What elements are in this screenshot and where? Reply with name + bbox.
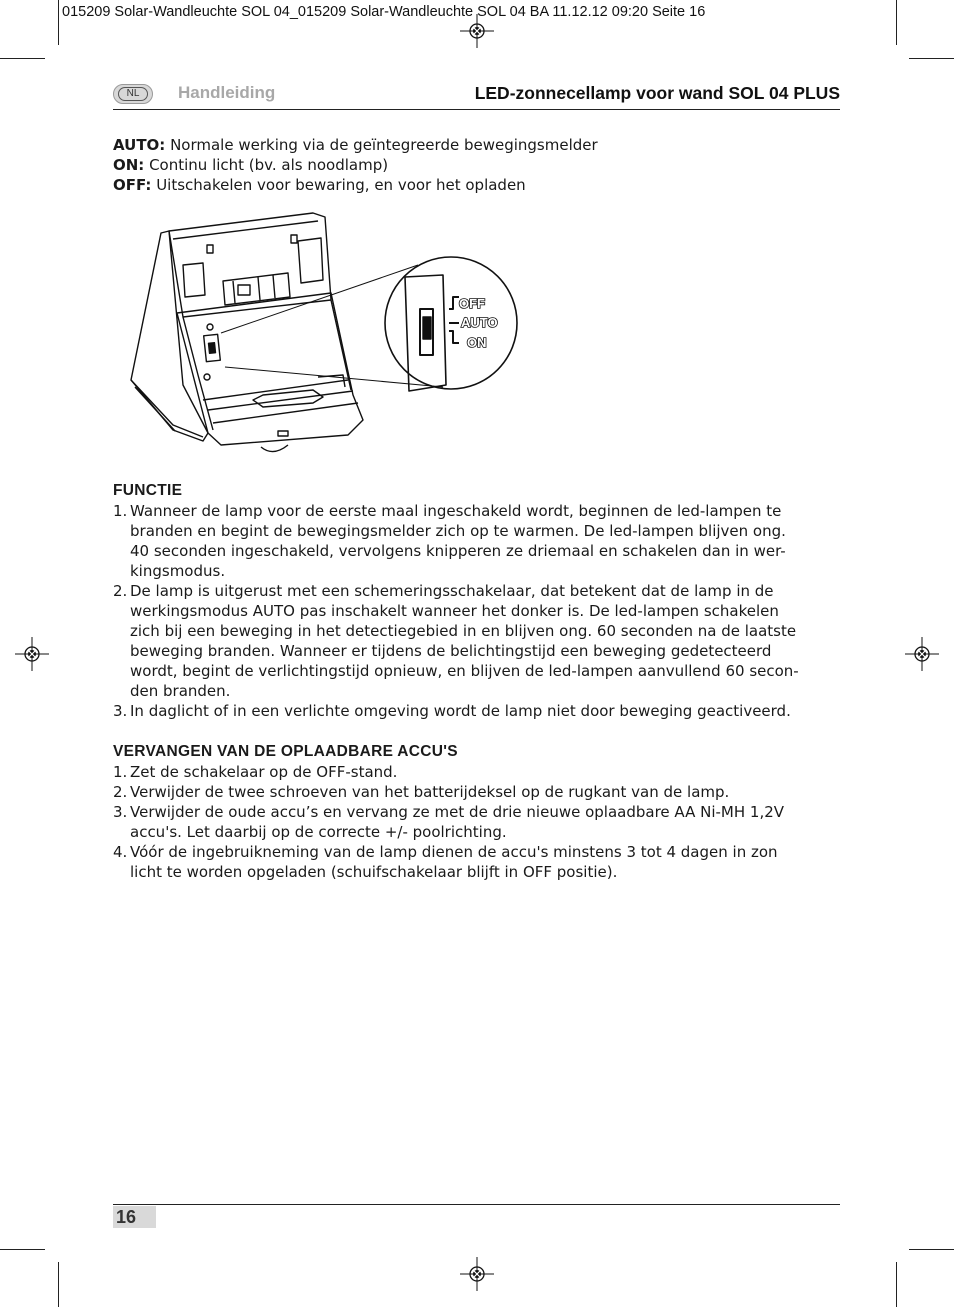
list-item-number: 1. xyxy=(113,763,128,781)
list-item-line: 40 seconden ingeschakeld, vervolgens knipperen ze driemaal en schakelen dan in wer- xyxy=(130,542,786,560)
mode-descriptions xyxy=(113,135,843,195)
list-item-line: Verwijder de oude accu’s en vervang ze met de drie nieuwe oplaadbare AA Ni-MH 1,2V xyxy=(130,803,785,821)
list-item-line: wordt, begint de verlichtingstijd opnieuw, en blijven de led-lampen aanvullend 60 secon- xyxy=(130,662,799,680)
list-item xyxy=(113,501,843,581)
list-item-line: branden en begint de bewegingsmelder zich op te warmen. De led-lampen blijven ong. xyxy=(130,522,786,540)
mode-on: ON: Continu licht (bv. als noodlamp) xyxy=(113,156,389,174)
language-badge xyxy=(113,84,153,104)
list-item xyxy=(113,802,843,842)
footer-rule xyxy=(113,1204,840,1205)
list-item-line: licht te worden opgeladen (schuifschakelaar blijft in OFF positie). xyxy=(130,863,618,881)
mode-off: OFF: Uitschakelen voor bewaring, en voor het opladen xyxy=(113,176,526,194)
accus-section xyxy=(113,742,843,882)
list-item-number: 3. xyxy=(113,702,128,720)
functie-section xyxy=(113,481,843,721)
crop-mark xyxy=(0,58,45,59)
list-item-line: den branden. xyxy=(130,682,231,700)
functie-list xyxy=(113,501,843,721)
switch-label-on: ON xyxy=(467,335,487,350)
registration-mark-icon xyxy=(905,637,939,671)
list-item-number: 1. xyxy=(113,502,128,520)
accus-list xyxy=(113,762,843,882)
page-number: 16 xyxy=(113,1206,156,1228)
list-item-number: 4. xyxy=(113,843,128,861)
list-item-line: beweging branden. Wanneer er tijdens de belichtingstijd een beweging gedetecteerd xyxy=(130,642,772,660)
list-item-line: Verwijder de twee schroeven van het batterijdeksel op de rugkant van de lamp. xyxy=(130,783,730,801)
list-item-line: zich bij een beweging in het detectiegebied in en blijven ong. 60 seconden na de laatste xyxy=(130,622,797,640)
crop-mark xyxy=(58,1262,59,1307)
switch-label-off: OFF xyxy=(459,296,485,311)
list-item-line: Vóór de ingebruikneming van de lamp dienen de accu's minstens 3 tot 4 dagen in zon xyxy=(130,843,778,861)
list-item-line: De lamp is uitgerust met een schemeringsschakelaar, dat betekent dat de lamp in de xyxy=(130,582,774,600)
registration-mark-icon xyxy=(460,1257,494,1291)
document-title: LED-zonnecellamp voor wand SOL 04 PLUS xyxy=(474,83,840,103)
crop-mark xyxy=(58,0,59,45)
list-item-line: Wanneer de lamp voor de eerste maal ingeschakeld wordt, beginnen de led-lampen te xyxy=(130,502,782,520)
list-item-line: Zet de schakelaar op de OFF-stand. xyxy=(130,763,398,781)
list-item xyxy=(113,762,843,782)
list-item xyxy=(113,842,843,882)
switch-label-auto: AUTO xyxy=(461,315,498,330)
crop-mark xyxy=(0,1249,45,1250)
list-item xyxy=(113,782,843,802)
crop-mark xyxy=(896,0,897,45)
list-item xyxy=(113,701,843,721)
functie-heading: FUNCTIE xyxy=(113,482,183,499)
list-item-line: accu's. Let daarbij op de correcte +/- poolrichting. xyxy=(130,823,507,841)
list-item-number: 2. xyxy=(113,783,128,801)
crop-mark xyxy=(909,58,954,59)
crop-mark xyxy=(909,1249,954,1250)
list-item-number: 3. xyxy=(113,803,128,821)
list-item-line: kingsmodus. xyxy=(130,562,226,580)
language-code: NL xyxy=(118,87,148,101)
accus-heading: VERVANGEN VAN DE OPLAADBARE ACCU'S xyxy=(113,743,458,760)
crop-mark xyxy=(896,1262,897,1307)
lamp-switch-illustration xyxy=(113,205,533,460)
list-item-line: werkingsmodus AUTO pas inschakelt wanneer het donker is. De led-lampen schakelen xyxy=(130,602,779,620)
mode-auto: AUTO: Normale werking via de geïntegreerde bewegingsmelder xyxy=(113,136,598,154)
list-item-number: 2. xyxy=(113,582,128,600)
list-item xyxy=(113,581,843,701)
section-label: Handleiding xyxy=(178,83,276,102)
list-item-line: In daglicht of in een verlichte omgeving wordt de lamp niet door beweging geactiveerd. xyxy=(130,702,791,720)
page-header xyxy=(113,81,840,110)
print-slug-line: 015209 Solar-Wandleuchte SOL 04_015209 Solar-Wandleuchte SOL 04 BA 11.12.12 09:20 Seite 16 xyxy=(62,4,706,20)
registration-mark-icon xyxy=(460,14,494,48)
registration-mark-icon xyxy=(15,637,49,671)
